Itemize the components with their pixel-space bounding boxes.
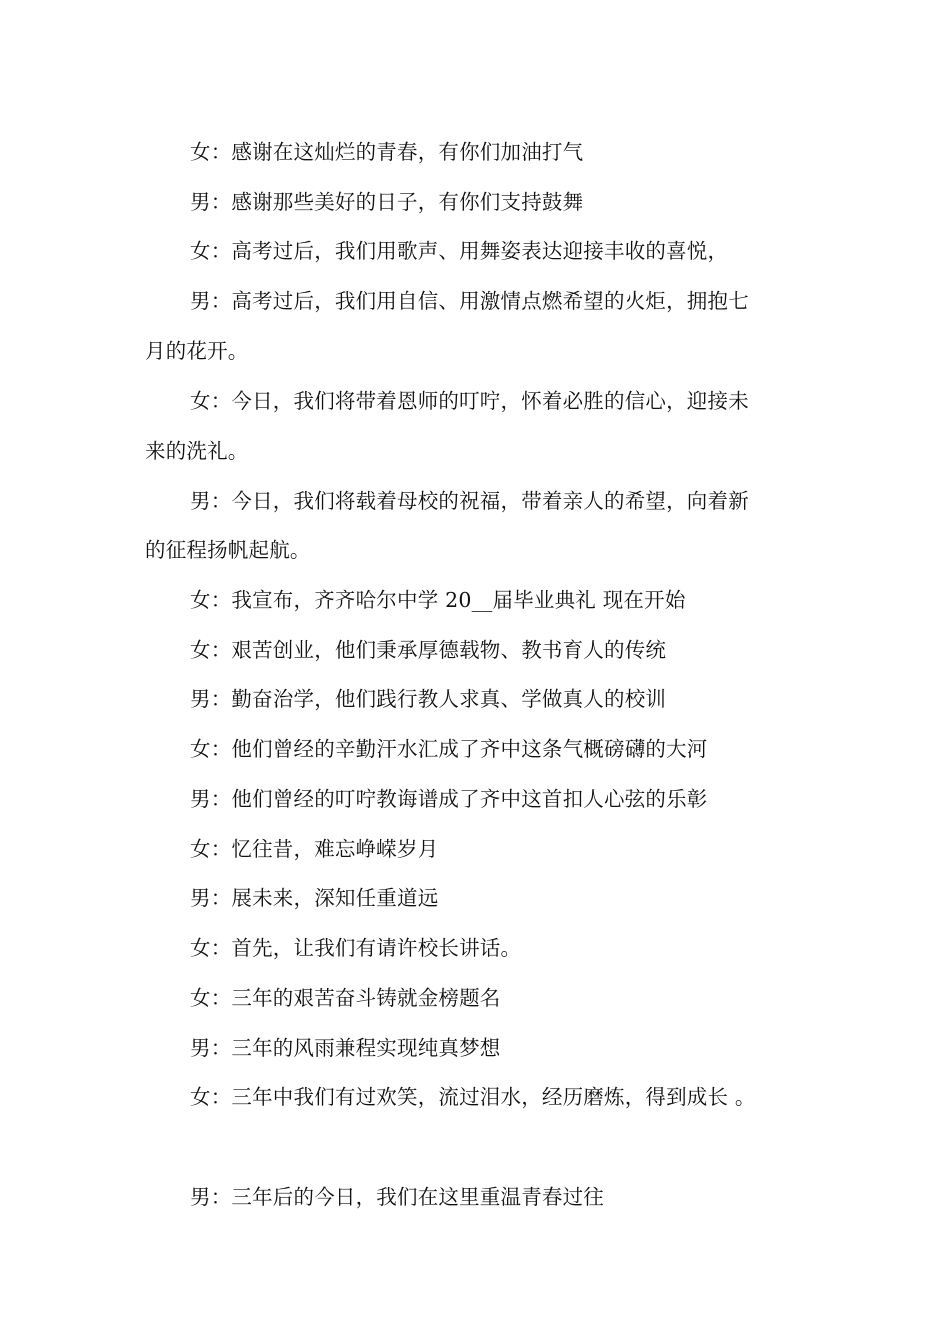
dialogue-line: 女：三年的艰苦奋斗铸就金榜题名 bbox=[190, 986, 501, 1010]
dialogue-line: 女：首先，让我们有请许校长讲话。 bbox=[190, 936, 522, 960]
dialogue-line: 女：感谢在这灿烂的青春，有你们加油打气 bbox=[190, 140, 584, 164]
dialogue-line: 女：我宣布，齐齐哈尔中学 20__届毕业典礼 现在开始 bbox=[190, 588, 686, 612]
dialogue-line-continuation: 来的洗礼。 bbox=[145, 439, 249, 463]
dialogue-line: 女：三年中我们有过欢笑，流过泪水，经历磨炼，得到成长 。 bbox=[190, 1085, 756, 1109]
dialogue-line: 女：高考过后，我们用歌声、用舞姿表达迎接丰收的喜悦， bbox=[190, 239, 729, 263]
dialogue-line: 男：他们曾经的叮咛教诲谱成了齐中这首扣人心弦的乐彰 bbox=[190, 787, 708, 811]
dialogue-line: 男：感谢那些美好的日子，有你们支持鼓舞 bbox=[190, 190, 584, 214]
dialogue-line: 男：高考过后，我们用自信、用激情点燃希望的火炬，拥抱七 bbox=[190, 289, 749, 313]
dialogue-line: 男：三年后的今日，我们在这里重温青春过往 bbox=[190, 1185, 604, 1209]
dialogue-line: 男：展未来，深知任重道远 bbox=[190, 886, 439, 910]
dialogue-line-continuation: 月的花开。 bbox=[145, 339, 249, 363]
dialogue-line: 女：今日，我们将带着恩师的叮咛，怀着必胜的信心，迎接未 bbox=[190, 389, 749, 413]
dialogue-line: 女：艰苦创业，他们秉承厚德载物、教书育人的传统 bbox=[190, 638, 667, 662]
dialogue-line: 女：忆往昔，难忘峥嵘岁月 bbox=[190, 837, 439, 861]
dialogue-line: 男：三年的风雨兼程实现纯真梦想 bbox=[190, 1036, 501, 1060]
dialogue-line-continuation: 的征程扬帆起航。 bbox=[145, 538, 311, 562]
dialogue-line: 男：今日，我们将载着母校的祝福，带着亲人的希望，向着新 bbox=[190, 489, 749, 513]
dialogue-line: 男：勤奋治学，他们践行教人求真、学做真人的校训 bbox=[190, 687, 667, 711]
dialogue-line: 女：他们曾经的辛勤汗水汇成了齐中这条气概磅礴的大河 bbox=[190, 737, 708, 761]
